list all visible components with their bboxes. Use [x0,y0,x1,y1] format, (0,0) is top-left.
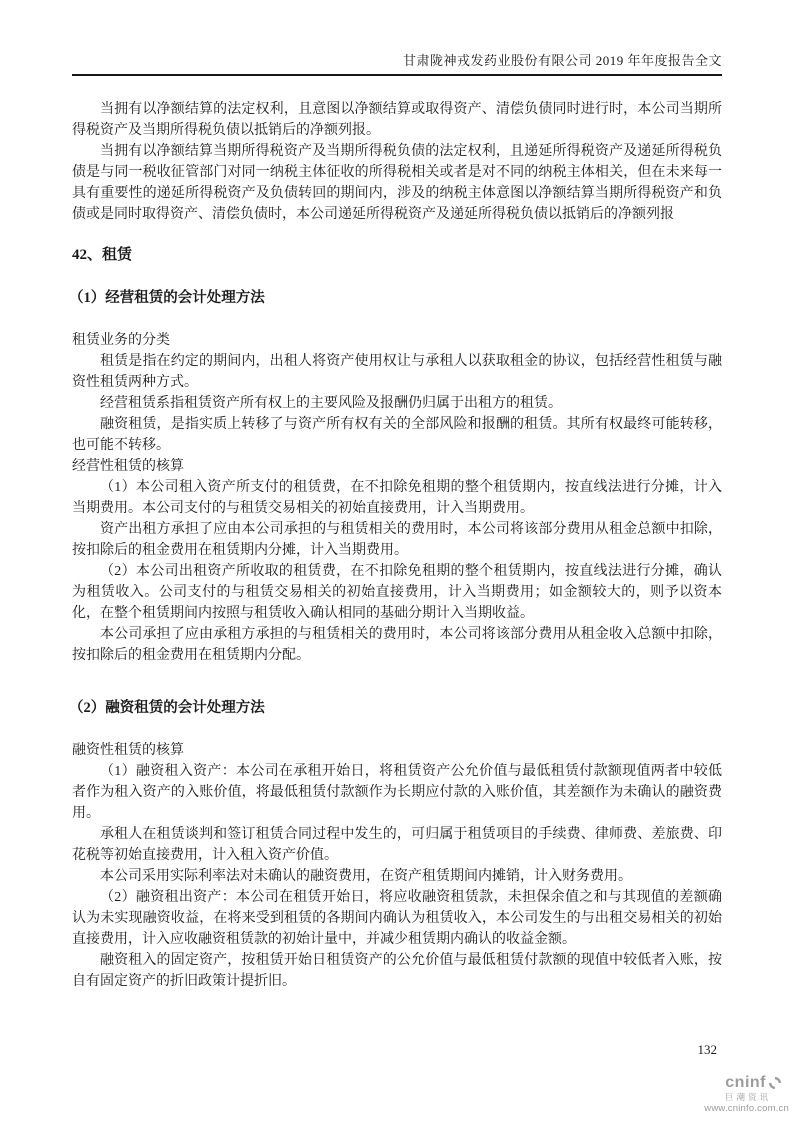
document-body [69,99,722,992]
logo-cn-name: 巨潮资讯 [724,1092,771,1102]
paragraph: 本公司承担了应由承租方承担的与租赁相关的费用时，本公司将该部分费用从租金收入总额中扣除，按扣除后的租金费用在租赁期内分配。 [72,627,722,663]
logo-url: www.cninfo.com.cn [704,1102,789,1114]
paragraph: （2）本公司出租资产所收取的租赁费，在不扣除免租期的整个租赁期内，按直线法进行分摊，确认为租赁收入。公司支付的与租赁交易相关的初始直接费用，计入当期费用；如金额较大的，则予以资本化，在整个租赁期间内按照与租赁收入确认相同的基础分期计入当期收益。 [72,564,722,621]
cninfo-logo [693,1075,789,1113]
swirl-icon [767,1075,783,1091]
logo-brand-text: cninf [725,1074,766,1091]
subheading-line: 租赁业务的分类 [72,333,170,348]
report-header [72,50,722,76]
paragraph: 租赁是指在约定的期间内，出租人将资产使用权让与承租人以获取租金的协议，包括经营性租赁与融资性租赁两种方式。 [72,354,722,390]
paragraph: 融资租入的固定资产，按租赁开始日租赁资产的公允价值与最低租赁付款额的现值中较低者入账，按自有固定资产的折旧政策计提折旧。 [72,953,722,989]
paragraph: 融资租赁，是指实质上转移了与资产所有权有关的全部风险和报酬的租赁。其所有权最终可能转移，也可能不转移。 [72,417,722,453]
paragraph: 本公司采用实际利率法对未确认的融资费用，在资产租赁期间内摊销，计入财务费用。 [100,869,632,884]
paragraph: 当拥有以净额结算当期所得税资产及当期所得税负债的法定权利，且递延所得税资产及递延所得税负债是与同一税收征管部门对同一纳税主体征收的所得税相关或者是对不同的纳税主体相关，但在未来每一具有重要性的递延所得税资产及负债转回的期间内，涉及的纳税主体意图以净额结算当期所得税资产和负债或是同时取得资产、清偿负债时，本公司递延所得税资产及递延所得税负债以抵销后的净额列报 [72,144,722,222]
paragraph: （1）本公司租入资产所支付的租赁费，在不扣除免租期的整个租赁期内，按直线法进行分摊，计入当期费用。本公司支付的与租赁交易相关的初始直接费用，计入当期费用。 [72,480,722,516]
subsection-heading: （2）融资租赁的会计处理方法 [69,700,265,716]
paragraph: （1）融资租入资产：本公司在承租开始日，将租赁资产公允价值与最低租赁付款额现值两者中较低者作为租入资产的入账价值，将最低租赁付款额作为长期应付款的入账价值，其差额作为未确认的融资费用。 [72,764,722,821]
subheading-line: 融资性租赁的核算 [72,743,184,758]
paragraph: 当拥有以净额结算的法定权利，且意图以净额结算或取得资产、清偿负债同时进行时，本公司当期所得税资产及当期所得税负债以抵销后的净额列报。 [72,102,722,138]
logo-brand-row [693,1075,789,1091]
paragraph: 承租人在租赁谈判和签订租赁合同过程中发生的，可归属于租赁项目的手续费、律师费、差旅费、印花税等初始直接费用，计入租入资产价值。 [72,827,722,863]
subheading-line: 经营性租赁的核算 [72,459,184,474]
paragraph: 经营租赁系指租赁资产所有权上的主要风险及报酬仍归属于出租方的租赁。 [100,396,562,411]
section-heading: 42、租赁 [72,247,133,263]
subsection-heading: （1）经营租赁的会计处理方法 [69,290,265,306]
report-title: 甘肃陇神戎发药业股份有限公司 2019 年年度报告全文 [402,53,722,68]
spacer [72,666,722,676]
paragraph: （2）融资租出资产：本公司在租赁开始日，将应收融资租赁款，未担保余值之和与其现值的差额确认为未实现融资收益，在将来受到租赁的各期间内确认为租赁收入，本公司发生的与出租交易相关的初始直接费用，计入应收融资租赁款的初始计量中，并减少租赁期内确认的收益金额。 [72,890,722,947]
page-number: 132 [697,1042,717,1057]
paragraph: 资产出租方承担了应由本公司承担的与租赁相关的费用时，本公司将该部分费用从租金总额中扣除，按扣除后的租金费用在租赁期内分摊，计入当期费用。 [72,522,722,558]
